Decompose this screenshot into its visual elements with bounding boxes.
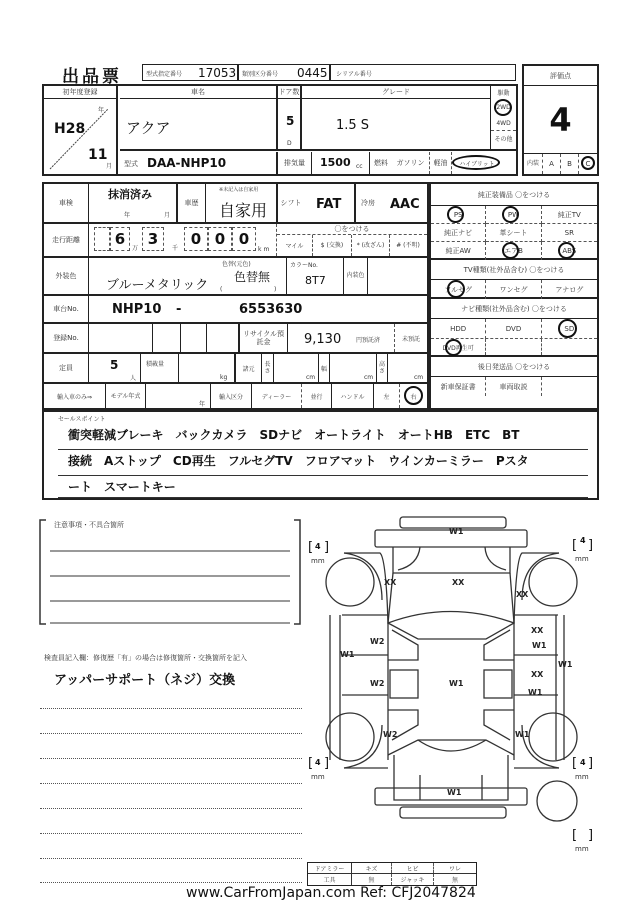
km-unit: km bbox=[258, 246, 272, 253]
mileage-option-mile: マイル bbox=[277, 235, 313, 256]
height-unit: cm bbox=[414, 374, 424, 381]
score-box bbox=[522, 64, 599, 176]
option-equipment-7 bbox=[486, 242, 541, 260]
front-left-wheel bbox=[326, 558, 374, 606]
recycle-value: 9,130 bbox=[304, 332, 342, 347]
inspection-year-unit: 年 bbox=[124, 212, 131, 219]
model-cert-label: 型式指定番号 bbox=[146, 71, 183, 78]
mileage-digit-3: 3 bbox=[142, 227, 164, 251]
watermark-ref: www.CarFromJapan.com Ref: CFJ2047824 bbox=[186, 885, 476, 901]
capacity-unit: 人 bbox=[130, 375, 137, 382]
option-label: DVD bbox=[505, 325, 522, 333]
doors-label: ドア数 bbox=[278, 86, 300, 99]
chassis-row bbox=[44, 296, 427, 324]
usage-note: ※未記入は自家用 bbox=[219, 187, 259, 193]
import-dealer: ディーラー bbox=[252, 384, 302, 408]
option-tv-0 bbox=[431, 280, 486, 299]
damage-right-front-door-1: XX bbox=[531, 626, 544, 635]
tire-unit: mm bbox=[575, 773, 589, 781]
damage-left-front-door: W2 bbox=[370, 637, 385, 646]
mileage-digit-4: 0 bbox=[184, 227, 208, 251]
tire-rear-left: [ 4 ] mm bbox=[308, 756, 330, 781]
chassis-label: 車台No. bbox=[44, 296, 89, 322]
recycle-label: リサイクル預託金 bbox=[238, 324, 288, 352]
selected-circle bbox=[445, 339, 462, 356]
handle-label: ハンドル bbox=[332, 384, 374, 408]
mark-note: 〇をつける bbox=[277, 224, 427, 235]
car-name: アクア bbox=[126, 119, 171, 137]
dotted-line bbox=[40, 882, 302, 883]
sen-unit: 千 bbox=[172, 245, 179, 252]
windshield bbox=[388, 623, 514, 639]
rear-left-wheel bbox=[326, 713, 374, 761]
mileage-option-replaced: $ (交換) bbox=[313, 235, 352, 256]
mileage-label: 走行距離 bbox=[44, 224, 89, 256]
equipment-title: 純正装備品 〇をつける bbox=[431, 184, 597, 206]
fuel-option-hybrid bbox=[452, 152, 502, 174]
divider bbox=[206, 324, 207, 352]
serial-label: シリアル番号 bbox=[336, 71, 372, 78]
option-label: HDD bbox=[450, 325, 467, 333]
paren-close: ) bbox=[274, 286, 277, 293]
selected-circle bbox=[558, 319, 577, 338]
color-code: 8T7 bbox=[305, 274, 326, 287]
model-label: 型式 bbox=[124, 160, 138, 168]
equipment-grid bbox=[431, 206, 597, 260]
drive-2wd-label: 2WD bbox=[496, 104, 511, 111]
repaint-value: 色替無 bbox=[234, 270, 271, 284]
model-cert-box bbox=[142, 64, 238, 81]
model-cert-number: 17053 bbox=[198, 66, 237, 80]
line-rule bbox=[58, 475, 588, 476]
divider bbox=[152, 324, 153, 352]
dotted-line bbox=[40, 833, 302, 834]
registration-label: 初年度登録 bbox=[44, 86, 118, 99]
line-rule bbox=[58, 497, 588, 498]
damage-front-bumper: W1 bbox=[449, 527, 464, 536]
tire-front-left: [ 4 ] mm bbox=[308, 540, 330, 565]
handle-right-label: 右 bbox=[410, 393, 417, 401]
interior-option-c-label: C bbox=[585, 160, 591, 168]
width-unit: cm bbox=[364, 374, 374, 381]
option-navi-1 bbox=[486, 319, 541, 339]
option-label: 純正AW bbox=[445, 247, 471, 255]
damage-left-quarter: W2 bbox=[383, 730, 398, 739]
option-navi-0 bbox=[431, 319, 486, 339]
import-label: 輸入車のみ⇒ bbox=[44, 384, 106, 408]
tire-rear-right-value: 4 bbox=[580, 758, 586, 767]
front-panel bbox=[393, 547, 510, 573]
damage-rear-bumper: W1 bbox=[447, 788, 462, 797]
rear-right-wheel bbox=[529, 713, 577, 761]
selected-circle bbox=[452, 155, 500, 170]
diagonal-slash bbox=[44, 99, 118, 174]
width-label: 幅 bbox=[318, 354, 330, 382]
reg-row bbox=[44, 324, 427, 354]
later-title: 後日発送品 〇をつける bbox=[431, 357, 597, 377]
tire-unit: mm bbox=[311, 773, 325, 781]
damage-hood: XX bbox=[452, 578, 465, 587]
empty-cell bbox=[486, 339, 541, 355]
notes-label: 注意事項・不具合箇所 bbox=[54, 521, 124, 529]
score-label: 評価点 bbox=[524, 66, 597, 86]
dotted-line bbox=[40, 733, 302, 734]
damage-right-quarter: W1 bbox=[515, 730, 530, 739]
class-box bbox=[238, 64, 330, 81]
option-label: 純正ナビ bbox=[444, 228, 473, 237]
handle-right bbox=[400, 384, 427, 408]
damage-right-sill: W1 bbox=[558, 660, 573, 669]
line-rule bbox=[58, 449, 588, 450]
year-unit: 年 bbox=[98, 107, 105, 114]
damage-right-rear-door-2: W1 bbox=[528, 688, 543, 697]
car-name-cell bbox=[120, 99, 276, 151]
equipment-panel bbox=[429, 182, 599, 410]
capacity-label: 定員 bbox=[44, 354, 89, 382]
displacement-value: 1500 bbox=[320, 156, 351, 169]
inspector-label: 検査員記入欄：修復歴「有」の場合は修復箇所・交換箇所を記入 bbox=[44, 654, 247, 662]
tire-unit: mm bbox=[311, 557, 325, 565]
capacity-row bbox=[44, 354, 427, 384]
import-type-label: 輸入区分 bbox=[210, 384, 252, 408]
length-label: 長さ bbox=[262, 354, 274, 382]
load-unit: kg bbox=[220, 374, 228, 381]
fuel-label: 燃料 bbox=[374, 159, 388, 167]
interior-label: 内装 bbox=[524, 154, 543, 174]
option-label: 純正TV bbox=[557, 210, 581, 219]
registration-cell bbox=[44, 99, 118, 174]
load-label: 積載量 bbox=[146, 361, 165, 368]
mileage-option-unknown: # (不明) bbox=[396, 242, 420, 249]
repaint-label: 色替(元色) bbox=[222, 261, 251, 268]
option-equipment-2 bbox=[542, 206, 597, 224]
sales-points-label: セールスポイント bbox=[58, 416, 106, 423]
month-unit: 月 bbox=[106, 163, 113, 170]
sales-point-line-3: ート スマートキー bbox=[68, 480, 176, 494]
divider bbox=[178, 354, 179, 382]
hood bbox=[388, 573, 514, 623]
dotted-line bbox=[40, 808, 302, 809]
import-row bbox=[44, 384, 427, 408]
doors-value: 5 bbox=[286, 114, 295, 128]
legend-crack: ヒビ bbox=[392, 863, 434, 873]
selected-circle bbox=[581, 156, 595, 170]
tv-grid bbox=[431, 280, 597, 299]
fuel-option-gasoline: ガソリン bbox=[392, 152, 430, 174]
length-unit: cm bbox=[306, 374, 316, 381]
grade-value: 1.5 S bbox=[336, 118, 370, 133]
recycle-not-deposited: 未預託 bbox=[394, 324, 427, 352]
legend-jack-value: 無 bbox=[451, 877, 458, 884]
handle-left: 左 bbox=[374, 384, 400, 408]
mileage-option-tampered: * (改ざん) bbox=[352, 235, 390, 256]
displacement-fuel-row bbox=[276, 152, 516, 174]
navi-title: ナビ種類(社外品含む) 〇をつける bbox=[431, 299, 597, 319]
details-table bbox=[42, 182, 429, 410]
dotted-line bbox=[40, 708, 302, 709]
interior-option-c bbox=[579, 154, 597, 174]
basic-info-table bbox=[42, 84, 518, 176]
tire-rear-left-value: 4 bbox=[315, 758, 321, 767]
divider bbox=[180, 324, 181, 352]
selected-circle bbox=[502, 242, 519, 259]
option-label: PS bbox=[453, 210, 463, 219]
color-code-label: カラーNo. bbox=[290, 262, 318, 269]
model-year-label: モデル年式 bbox=[106, 384, 146, 408]
interior-option-a: A bbox=[543, 154, 561, 174]
selected-circle bbox=[502, 206, 519, 223]
later-manual: 車両取説 bbox=[486, 377, 541, 396]
legend-door-mirror: ドアミラー bbox=[308, 863, 352, 873]
tire-front-right-value: 4 bbox=[580, 536, 586, 545]
legend-tools: 工具 bbox=[308, 874, 352, 885]
dotted-line bbox=[40, 783, 302, 784]
option-equipment-6 bbox=[431, 242, 486, 260]
spare-tire bbox=[537, 781, 577, 821]
man-unit: 万 bbox=[132, 245, 139, 252]
usage-value: 自家用 bbox=[219, 201, 268, 220]
height-label: 高さ bbox=[376, 354, 388, 382]
interior-option-b: B bbox=[561, 154, 579, 174]
registration-year: H28 bbox=[54, 121, 86, 137]
fuel-hybrid-label: ハイブリット bbox=[459, 160, 495, 168]
damage-left-rear-door: W2 bbox=[370, 679, 385, 688]
model-cell bbox=[120, 152, 276, 174]
option-label: PW bbox=[507, 210, 520, 219]
tire-spare: [ ] mm bbox=[572, 828, 594, 853]
damage-left-sill: W1 bbox=[340, 650, 355, 659]
tire-rear-right: [ 4 ] mm bbox=[572, 756, 594, 781]
damage-front-right-fender: XX bbox=[516, 590, 529, 599]
drive-option-4wd: 4WD bbox=[491, 116, 516, 131]
mileage-digit-6: 0 bbox=[232, 227, 256, 251]
drive-cell bbox=[490, 86, 516, 151]
rear-bumper-bottom bbox=[400, 807, 506, 818]
dotted-line bbox=[40, 858, 302, 859]
shift-value: FAT bbox=[316, 197, 342, 212]
dvd-row bbox=[431, 339, 597, 357]
right-fender bbox=[514, 553, 559, 623]
interior-color-label: 内装色 bbox=[344, 258, 368, 294]
legend-jack: ジャッキ bbox=[392, 874, 434, 885]
grade-label: グレード bbox=[302, 86, 490, 99]
import-parallel: 並行 bbox=[302, 384, 332, 408]
sales-point-line-2: 接続 Aストップ CD再生 フルセグTV フロアマット ウインカーミラー Pスタ bbox=[68, 454, 529, 468]
capacity-value: 5 bbox=[110, 358, 119, 372]
option-label: アナログ bbox=[555, 285, 584, 294]
damage-roof: W1 bbox=[449, 679, 464, 688]
spec-label: 諸元 bbox=[234, 354, 262, 382]
mileage-row bbox=[44, 224, 427, 258]
tire-front-left-value: 4 bbox=[315, 542, 321, 551]
selected-circle bbox=[404, 386, 423, 405]
option-equipment-0 bbox=[431, 206, 486, 224]
sheet-title: 出品票 bbox=[62, 67, 122, 87]
registration-month: 11 bbox=[88, 147, 108, 163]
doors-unit: D bbox=[287, 140, 292, 147]
dotted-line bbox=[40, 758, 302, 759]
chassis-number: 6553630 bbox=[239, 302, 303, 317]
sales-point-line-1: 衝突軽減ブレーキ バックカメラ SDナビ オートライト オートHB ETC BT bbox=[68, 428, 520, 442]
doors-cell bbox=[276, 86, 302, 151]
legend-break: ワレ bbox=[448, 865, 461, 873]
dvd-play-option bbox=[431, 339, 486, 355]
shift-label: シフト bbox=[276, 184, 304, 222]
inspection-label: 車検 bbox=[44, 184, 89, 222]
selected-circle bbox=[494, 99, 512, 116]
navi-grid bbox=[431, 319, 597, 339]
option-equipment-4 bbox=[486, 224, 541, 242]
empty-cell bbox=[542, 339, 597, 355]
serial-box bbox=[330, 64, 516, 81]
option-label: SR bbox=[564, 228, 574, 237]
model-year-unit: 年 bbox=[199, 401, 206, 408]
option-label: エアB bbox=[504, 247, 523, 255]
empty-cell bbox=[542, 377, 597, 396]
reg-no-label: 登録No. bbox=[44, 324, 89, 352]
color-label: 外装色 bbox=[44, 258, 89, 294]
later-grid bbox=[431, 377, 597, 396]
inspection-month-unit: 月 bbox=[164, 212, 171, 219]
mileage-marks bbox=[276, 224, 427, 256]
chassis-prefix: NHP10 bbox=[112, 302, 162, 317]
mileage-digit-1 bbox=[94, 227, 110, 251]
legend-scratch: キズ bbox=[352, 863, 392, 873]
selected-circle bbox=[447, 280, 465, 298]
sales-points-box bbox=[42, 410, 599, 500]
option-navi-2 bbox=[542, 319, 597, 339]
option-label: フルセグ bbox=[444, 285, 473, 294]
ac-label: 冷房 bbox=[354, 184, 380, 222]
usage-label: 車歴 bbox=[176, 184, 206, 222]
class-number: 0445 bbox=[297, 66, 328, 80]
dvd-play-label: DVD再生可 bbox=[442, 344, 474, 352]
paren-open: ( bbox=[220, 286, 223, 293]
grade-cell bbox=[302, 99, 490, 151]
inspection-row bbox=[44, 184, 427, 224]
tv-title: TV種類(社外品含む) 〇をつける bbox=[431, 260, 597, 280]
option-equipment-1 bbox=[486, 206, 541, 224]
class-label: 類別区分番号 bbox=[242, 71, 279, 78]
score-value: 4 bbox=[524, 86, 597, 154]
displacement-unit: cc bbox=[356, 163, 363, 170]
model-code: DAA-NHP10 bbox=[147, 156, 227, 170]
option-equipment-3 bbox=[431, 224, 486, 242]
displacement-cell bbox=[312, 152, 370, 174]
option-label: ワンセグ bbox=[499, 285, 528, 294]
legend-table bbox=[307, 862, 477, 886]
color-row bbox=[44, 258, 427, 296]
legend-tools-value: 無 bbox=[352, 874, 392, 885]
drive-option-other: その他 bbox=[494, 136, 513, 143]
car-name-label: 車名 bbox=[120, 86, 276, 99]
ac-value: AAC bbox=[390, 197, 420, 212]
drive-label: 駆動 bbox=[497, 90, 510, 97]
damage-front-left-fender: XX bbox=[384, 578, 397, 587]
inspection-value: 抹消済み bbox=[108, 188, 152, 201]
option-equipment-5 bbox=[542, 224, 597, 242]
option-tv-1 bbox=[486, 280, 541, 299]
tire-unit: mm bbox=[575, 555, 589, 563]
mileage-digit-5: 0 bbox=[208, 227, 232, 251]
color-code-cell bbox=[286, 258, 344, 294]
recycle-deposited: 円預託済 bbox=[356, 337, 381, 344]
inspector-note: アッパーサポート（ネジ）交換 bbox=[54, 673, 236, 688]
color-value: ブルーメタリック bbox=[106, 278, 209, 293]
option-label: ABS bbox=[562, 247, 577, 255]
option-label: 革シート bbox=[499, 228, 528, 237]
damage-right-rear-door-1: XX bbox=[531, 670, 544, 679]
notes-brackets bbox=[38, 518, 308, 628]
mileage-digit-2: 6 bbox=[110, 227, 130, 251]
front-right-wheel bbox=[529, 558, 577, 606]
option-label: SD bbox=[564, 325, 575, 333]
selected-circle bbox=[558, 242, 575, 259]
displacement-label: 排気量 bbox=[278, 152, 312, 174]
drive-option-2wd bbox=[491, 99, 516, 116]
option-tv-2 bbox=[542, 280, 597, 299]
later-warranty: 新車保証書 bbox=[431, 377, 486, 396]
divider bbox=[140, 354, 141, 382]
damage-right-front-door-2: W1 bbox=[532, 641, 547, 650]
tire-front-right: [ 4 ] mm bbox=[572, 536, 594, 563]
fuel-option-diesel: 軽油 bbox=[430, 152, 452, 174]
selected-circle bbox=[447, 206, 464, 223]
tire-unit: mm bbox=[575, 845, 589, 853]
chassis-dash: - bbox=[176, 302, 182, 317]
option-equipment-8 bbox=[542, 242, 597, 260]
